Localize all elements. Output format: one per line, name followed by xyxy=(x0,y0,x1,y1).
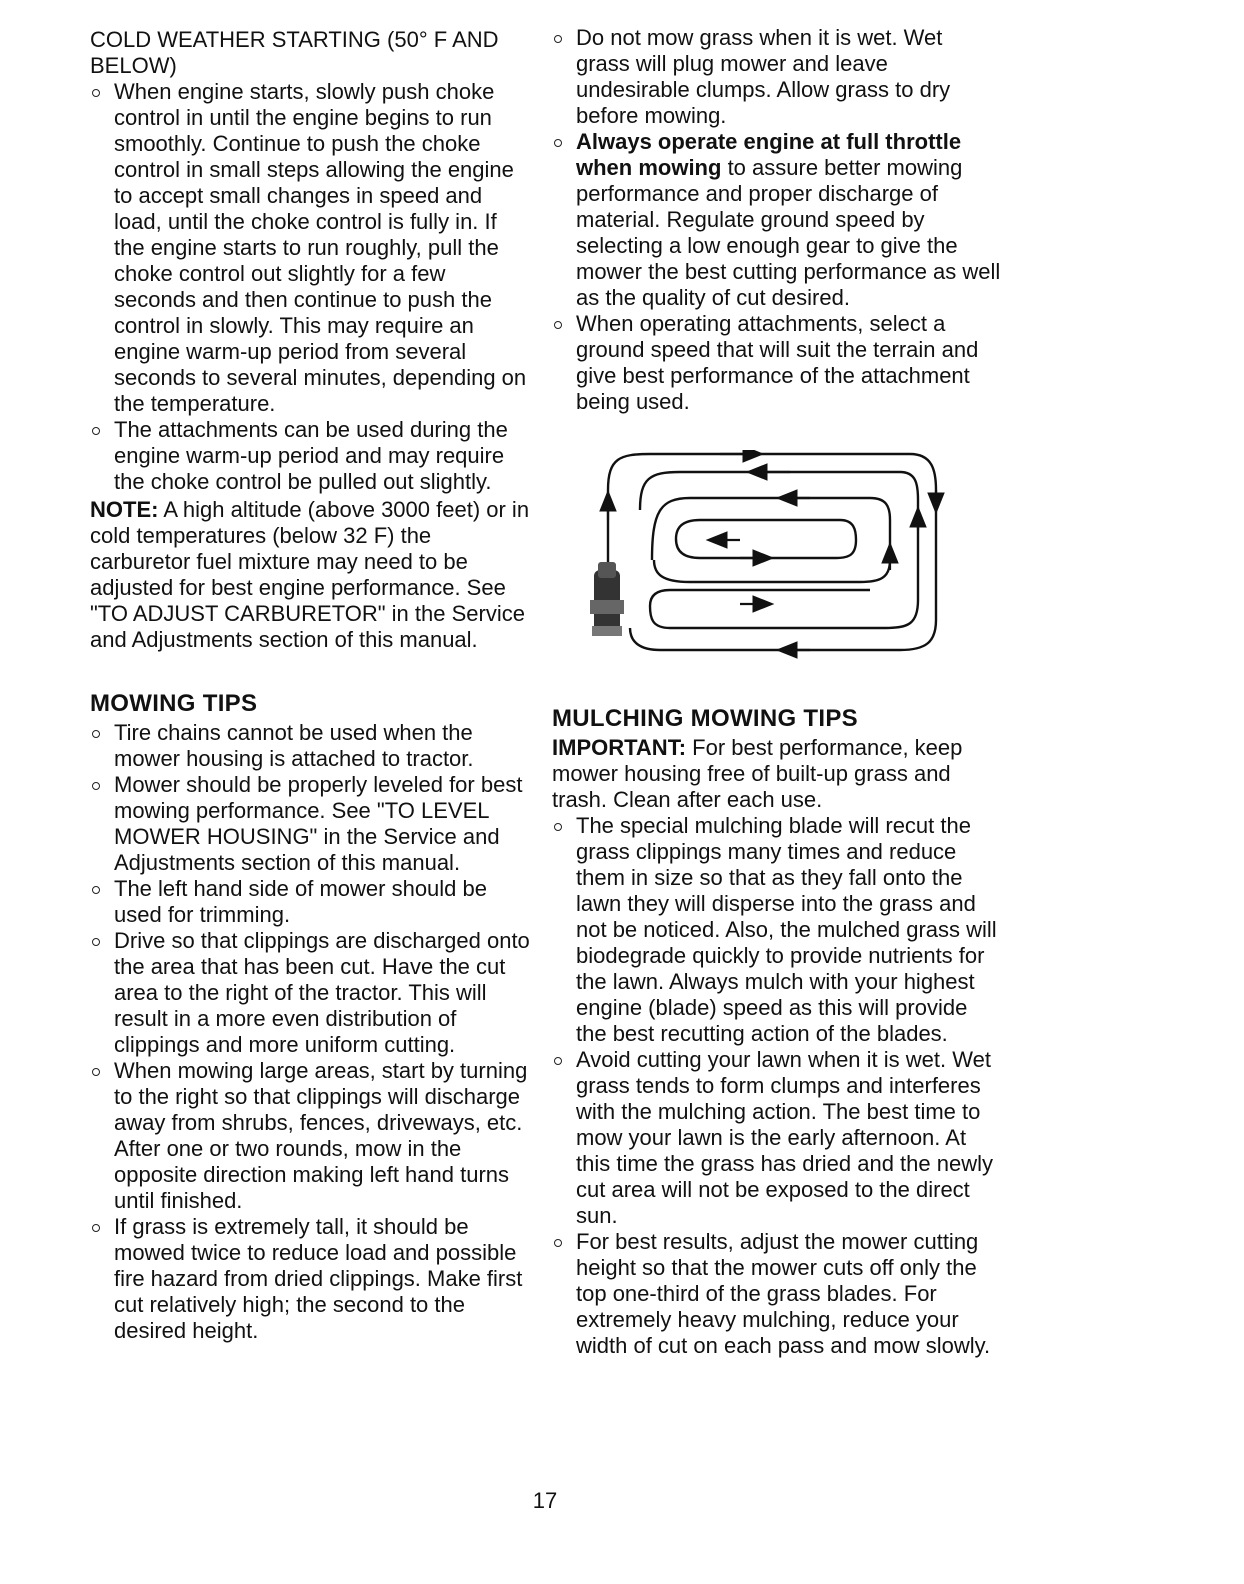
list-item: If grass is extremely tall, it should be mowed twice to reduce load and possible fire hazard from dried clippings. Make first cut relatively high; the second to the desired height. xyxy=(90,1214,535,1344)
mulching-title: MULCHING MOWING TIPS xyxy=(552,705,858,732)
list-item: When operating attachments, select a ground speed that will suit the terrain and give best performance of the attachment being used. xyxy=(552,311,1002,415)
list-item: Mower should be properly leveled for best mowing performance. See "TO LEVEL MOWER HOUSING" in the Service and Adjustments section of this manual. xyxy=(90,772,535,876)
list-item xyxy=(552,129,1002,311)
note-label: NOTE: xyxy=(90,497,159,522)
list-item: When mowing large areas, start by turning to the right so that clippings will discharge away from shrubs, fences, driveways, etc. After one or two rounds, mow in the opposite direction making left hand turns until finished. xyxy=(90,1058,535,1214)
note-paragraph xyxy=(90,497,530,653)
cold-weather-heading: COLD WEATHER STARTING (50° F AND BELOW) xyxy=(90,27,499,78)
mowing-tips-list xyxy=(90,720,535,1344)
throttle-text: to assure better mowing performance and proper discharge of material. Regulate ground speed by selecting a low enough gear to give the mower the best cutting performance as well as the quality of cut desired. xyxy=(576,155,1001,310)
list-item: Drive so that clippings are discharged onto the area that has been cut. Have the cut area to the right of the tractor. This will result in a more even distribution of clippings and more uniform cutting. xyxy=(90,928,535,1058)
important-label: IMPORTANT: xyxy=(552,735,687,760)
list-item: Avoid cutting your lawn when it is wet. Wet grass tends to form clumps and interferes with the mulching action. The best time to mow your lawn is the early afternoon. At this time the grass has dried and the newly cut area will not be exposed to the direct sun. xyxy=(552,1047,1002,1229)
page-number: 17 xyxy=(532,1488,558,1513)
list-item: Do not mow grass when it is wet. Wet grass will plug mower and leave undesirable clumps. Allow grass to dry before mowing. xyxy=(552,25,1002,129)
mowing-pattern-diagram-icon xyxy=(590,450,950,665)
second-loop xyxy=(640,472,918,628)
right-top-section xyxy=(552,25,1002,415)
mowing-tips-title: MOWING TIPS xyxy=(90,690,258,717)
important-text: For best performance, keep mower housing free of built-up grass and trash. Clean after each use. xyxy=(552,735,963,812)
list-item: The attachments can be used during the engine warm-up period and may require the choke control be pulled out slightly. xyxy=(90,417,530,495)
important-paragraph xyxy=(552,735,1002,813)
tractor-icon xyxy=(590,562,624,636)
right-top-list xyxy=(552,25,1002,415)
mowing-tips-section xyxy=(90,690,535,1344)
cold-weather-list xyxy=(90,79,530,495)
list-item: For best results, adjust the mower cutting height so that the mower cuts off only the top one-third of the grass blades. For extremely heavy mulching, reduce your width of cut on each pass and mow slowly. xyxy=(552,1229,1002,1359)
list-item: The left hand side of mower should be used for trimming. xyxy=(90,876,535,928)
third-loop xyxy=(652,498,890,582)
note-text: A high altitude (above 3000 feet) or in cold temperatures (below 32 F) the carburetor fuel mixture may need to be adjusted for best engine performance. See "TO ADJUST CARBURETOR" in the Service and Adjustments section of this manual. xyxy=(90,497,530,652)
list-item: The special mulching blade will recut the grass clippings many times and reduce them in size so that as they fall onto the lawn they will disperse into the grass and not be noticed. Also, the mulched grass will biodegrade quickly to provide nutrients for the lawn. Always mulch with your highest engine (blade) speed as this will provide the best recutting action of the blades. xyxy=(552,813,1002,1047)
outer-loop xyxy=(608,454,936,650)
throttle-bold-text: Always operate engine at full throttle when mowing xyxy=(576,129,962,180)
mulching-list xyxy=(552,813,1002,1359)
cold-weather-section xyxy=(90,27,530,653)
list-item: Tire chains cannot be used when the mower housing is attached to tractor. xyxy=(90,720,535,772)
inner-loop xyxy=(676,520,856,558)
mulching-section xyxy=(552,705,1002,1359)
list-item: When engine starts, slowly push choke control in until the engine begins to run smoothly. Continue to push the choke control in small steps allowing the engine to accept small changes in speed and load, until the choke control is fully in. If the engine starts to run roughly, pull the choke control out slightly for a few seconds and then continue to push the control in slowly. This may require an engine warm-up period from several seconds to several minutes, depending on the temperature. xyxy=(90,79,530,417)
